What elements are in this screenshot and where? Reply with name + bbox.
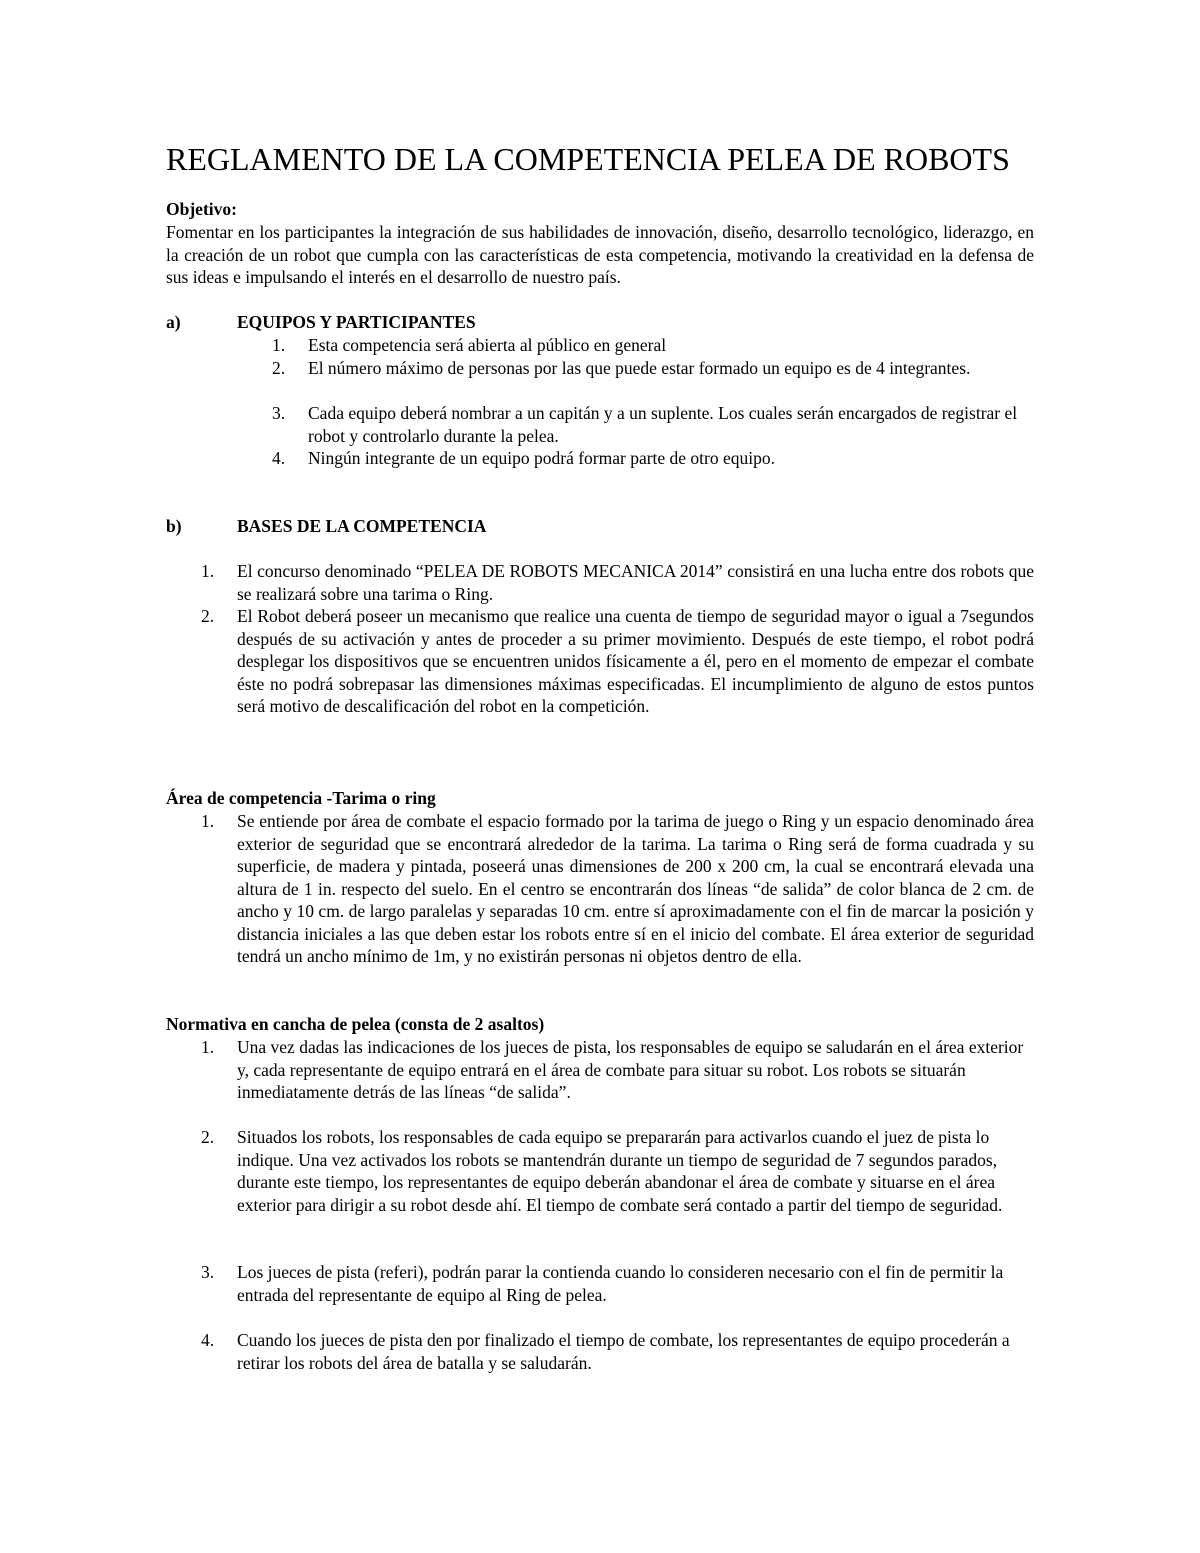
list-item-number: 1. <box>201 561 215 581</box>
list-item-number: 4. <box>201 1330 215 1350</box>
list-item-number: 3. <box>272 403 286 423</box>
area-heading: Área de competencia -Tarima o ring <box>166 788 436 808</box>
list-item-text: El número máximo de personas por las que puede estar formado un equipo es de 4 integrantes. <box>308 358 971 378</box>
normativa-heading: Normativa en cancha de pelea (consta de 2 asaltos) <box>166 1014 545 1034</box>
list-item-number: 1. <box>201 811 215 831</box>
list-item-text: El Robot deberá poseer un mecanismo que realice una cuenta de tiempo de seguridad mayor o igual a 7segundos después de su activación y antes de proceder a su primer movimiento. Después de este tiempo, el robot podrá desplegar los dispositivos que se encuentren unidos físicamente a él, pero en el momento de empezar el combate éste no podrá sobrepasar las dimensiones máximas especificadas. El incumplimiento de alguno de estos puntos será motivo de descalificación del robot en la competición. <box>237 606 1034 716</box>
list-item-text: Se entiende por área de combate el espacio formado por la tarima de juego o Ring y un espacio denominado área exterior de seguridad que se encontrará alrededor de la tarima. La tarima o Ring será de forma cuadrada y su superficie, de madera y pintada, poseerá unas dimensiones de 200 x 200 cm, la cual se encontrará elevada una altura de 1 in. respecto del suelo. En el centro se encontrarán dos líneas “de salida” de color blanca de 2 cm. de ancho y 10 cm. de largo paralelas y separadas 10 cm. entre sí aproximadamente con el fin de marcar la posición y distancia iniciales a las que deben estar los robots entre sí en el inicio del combate. El área exterior de seguridad tendrá un ancho mínimo de 1m, y no existirán personas ni objetos dentro de ella. <box>237 811 1034 966</box>
list-item-text: Cada equipo deberá nombrar a un capitán y a un suplente. Los cuales serán encargados de registrar el robot y controlarlo durante la pelea. <box>308 403 1018 446</box>
section-a-title: EQUIPOS Y PARTICIPANTES <box>237 312 476 332</box>
list-item-text: Ningún integrante de un equipo podrá formar parte de otro equipo. <box>308 448 776 468</box>
list-item-text: Situados los robots, los responsables de cada equipo se prepararán para activarlos cuando el juez de pista lo indique. Una vez activados los robots se mantendrán durante un tiempo de seguridad de 7 segundos parados, durante este tiempo, los representantes de equipo deberán abandonar el área de combate y situarse en el área exterior para dirigir a su robot desde ahí. El tiempo de combate será contado a partir del tiempo de seguridad. <box>237 1127 1003 1215</box>
list-item-number: 4. <box>272 448 286 468</box>
list-item-text: Cuando los jueces de pista den por finalizado el tiempo de combate, los representantes de equipo procederán a retirar los robots del área de batalla y se saludarán. <box>237 1330 1010 1373</box>
list-item-text: Los jueces de pista (referi), podrán parar la contienda cuando lo consideren necesario con el fin de permitir la entrada del representante de equipo al Ring de pelea. <box>237 1262 1004 1305</box>
section-b-title: BASES DE LA COMPETENCIA <box>237 516 487 536</box>
objetivo-text: Fomentar en los participantes la integración de sus habilidades de innovación, diseño, desarrollo tecnológico, liderazgo, en la creación de un robot que cumpla con las características de esta competencia, motivando la creatividad en la defensa de sus ideas e impulsando el interés en el desarrollo de nuestro país. <box>166 222 1034 287</box>
list-item-number: 2. <box>201 606 215 626</box>
list-item-number: 3. <box>201 1262 215 1282</box>
document-title: REGLAMENTO DE LA COMPETENCIA PELEA DE ROBOTS <box>166 141 1010 177</box>
list-item-number: 2. <box>201 1127 215 1147</box>
section-b-letter: b) <box>166 516 182 536</box>
list-item-text: Una vez dadas las indicaciones de los jueces de pista, los responsables de equipo se saludarán en el área exterior y, cada representante de equipo entrará en el área de combate para situar su robot. Los robots se situarán inmediatamente detrás de las líneas “de salida”. <box>237 1037 1024 1102</box>
list-item-number: 2. <box>272 358 286 378</box>
section-a-letter: a) <box>166 312 181 332</box>
objetivo-heading: Objetivo: <box>166 199 237 219</box>
list-item-text: Esta competencia será abierta al público en general <box>308 335 667 355</box>
list-item-number: 1. <box>201 1037 215 1057</box>
list-item-text: El concurso denominado “PELEA DE ROBOTS MECANICA 2014” consistirá en una lucha entre dos robots que se realizará sobre una tarima o Ring. <box>237 561 1034 604</box>
list-item-number: 1. <box>272 335 286 355</box>
